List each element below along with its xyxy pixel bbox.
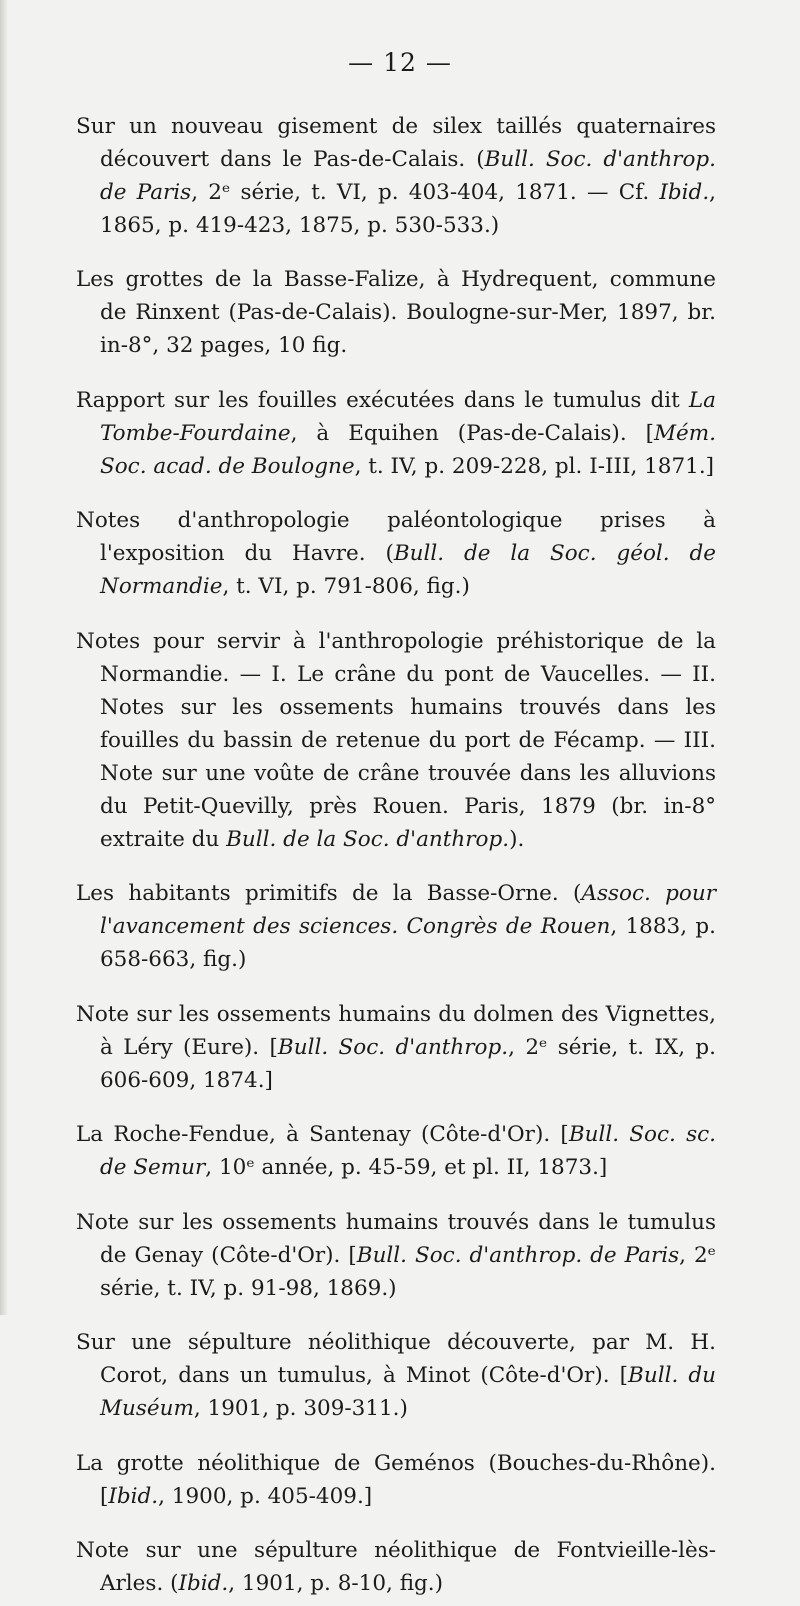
bibliography-entry — [76, 1118, 716, 1184]
entry-text: Sur une sépulture néolithique découverte, par M. H. Corot, dans un tumulus, à Minot (Côte-d'Or). [ — [76, 1330, 716, 1388]
entry-text: , 1901, p. 309-311.) — [193, 1396, 408, 1421]
entry-text: , t. IV, p. 209-228, pl. I-III, 1871.] — [354, 453, 715, 479]
entry-text: ). — [509, 826, 525, 852]
entry-citation-italic: Assoc. pour l'avancement des sciences. Congrès de Rouen — [100, 881, 716, 939]
entry-text: Sur un nouveau gisement de silex taillés quaternaires découvert dans le Pas-de-Calais. ( — [76, 113, 716, 172]
bibliography-list — [76, 88, 716, 1606]
bibliography-entry — [76, 384, 716, 483]
entry-text: La Roche-Fendue, à Santenay (Côte-d'Or). [ — [76, 1122, 569, 1147]
entry-text: , à Equihen (Pas-de-Calais). [ — [290, 420, 655, 446]
entry-citation-italic: Ibid. — [659, 179, 710, 205]
bibliography-entry — [76, 1534, 716, 1600]
entry-citation-italic: Mém. Soc. acad. de Boulogne — [100, 420, 716, 479]
entry-text: Note sur une sépulture néolithique de Fontvieille-lès-Arles. ( — [76, 1538, 716, 1596]
entry-text: , 2ᵉ série, t. IV, p. 91-98, 1869.) — [100, 1242, 716, 1301]
bibliography-entry — [76, 1326, 716, 1425]
entry-citation-italic: Bull. Soc. d'anthrop. de Paris — [356, 1242, 680, 1268]
bibliography-entry — [76, 110, 716, 242]
entry-citation-italic: Bull. de la Soc. géol. de Normandie — [100, 541, 716, 599]
entry-citation-italic: Bull. Soc. d'anthrop. — [277, 1034, 509, 1060]
entry-citation-italic: Bull. du Muséum — [100, 1363, 716, 1421]
bibliography-entry — [76, 263, 716, 362]
bibliography-entry — [76, 1206, 716, 1305]
bibliography-entry — [76, 625, 716, 856]
entry-text: , 2ᵉ série, t. IX, p. 606-609, 1874.] — [100, 1034, 716, 1093]
entry-text: , t. VI, p. 791-806, fig.) — [222, 574, 470, 599]
entry-text: Rapport sur les fouilles exécutées dans le tumulus dit — [76, 387, 689, 413]
entry-text: , 1900, p. 405-409.] — [158, 1483, 373, 1509]
bibliography-entry — [76, 877, 716, 976]
entry-citation-italic: Bull. Soc. sc. de Semur — [100, 1122, 716, 1180]
entry-citation-italic: Ibid. — [108, 1483, 159, 1509]
entry-text: , 10ᵉ année, p. 45-59, et pl. II, 1873.] — [205, 1155, 608, 1180]
bibliography-entry — [76, 504, 716, 603]
bibliography-entry — [76, 998, 716, 1097]
entry-text: Notes pour servir à l'anthropologie préhistorique de la Normandie. — I. Le crâne du pont de Vaucelles. — II. Notes sur les ossements humains trouvés dans les fouilles du bassin de retenue du port de Fécamp. — III. Note sur une voûte de crâne trouvée dans les alluvions du Petit-Quevilly, près Rouen. Paris, 1879 (br. in-8° extraite du — [76, 628, 716, 852]
entry-text: Note sur les ossements humains trouvés dans le tumulus de Genay (Côte-d'Or). [ — [76, 1209, 716, 1268]
entry-citation-italic: Ibid. — [178, 1571, 229, 1596]
entry-text: Les grottes de la Basse-Falize, à Hydrequent, commune de Rinxent (Pas-de-Calais). Boulogne-sur-Mer, 1897, br. in-8°, 32 pages, 10 fig. — [76, 267, 716, 358]
entry-text: Les habitants primitifs de la Basse-Orne. ( — [76, 881, 582, 906]
bibliography-entry — [76, 1447, 716, 1513]
entry-text: , 1883, p. 658-663, fig.) — [100, 914, 717, 972]
entry-text: Note sur les ossements humains du dolmen des Vignettes, à Léry (Eure). [ — [76, 1001, 716, 1060]
entry-citation-italic: Bull. de la Soc. d'anthrop. — [226, 826, 510, 852]
entry-text: Notes d'anthropologie paléontologique prises à l'exposition du Havre. ( — [76, 508, 716, 566]
entry-citation-italic: Bull. Soc. d'anthrop. de Paris — [100, 146, 716, 205]
entry-text: La grotte néolithique de Geménos (Bouches-du-Rhône). [ — [76, 1450, 716, 1509]
entry-text: , 2ᵉ série, t. VI, p. 403-404, 1871. — Cf. — [191, 179, 660, 205]
entry-text: , 1901, p. 8-10, fig.) — [228, 1571, 444, 1596]
entry-text: , 1865, p. 419-423, 1875, p. 530-533.) — [100, 179, 716, 238]
page-number: — 12 — — [348, 48, 452, 77]
scan-edge-shadow — [0, 0, 8, 1315]
entry-citation-italic: La Tombe-Fourdaine — [100, 387, 716, 446]
